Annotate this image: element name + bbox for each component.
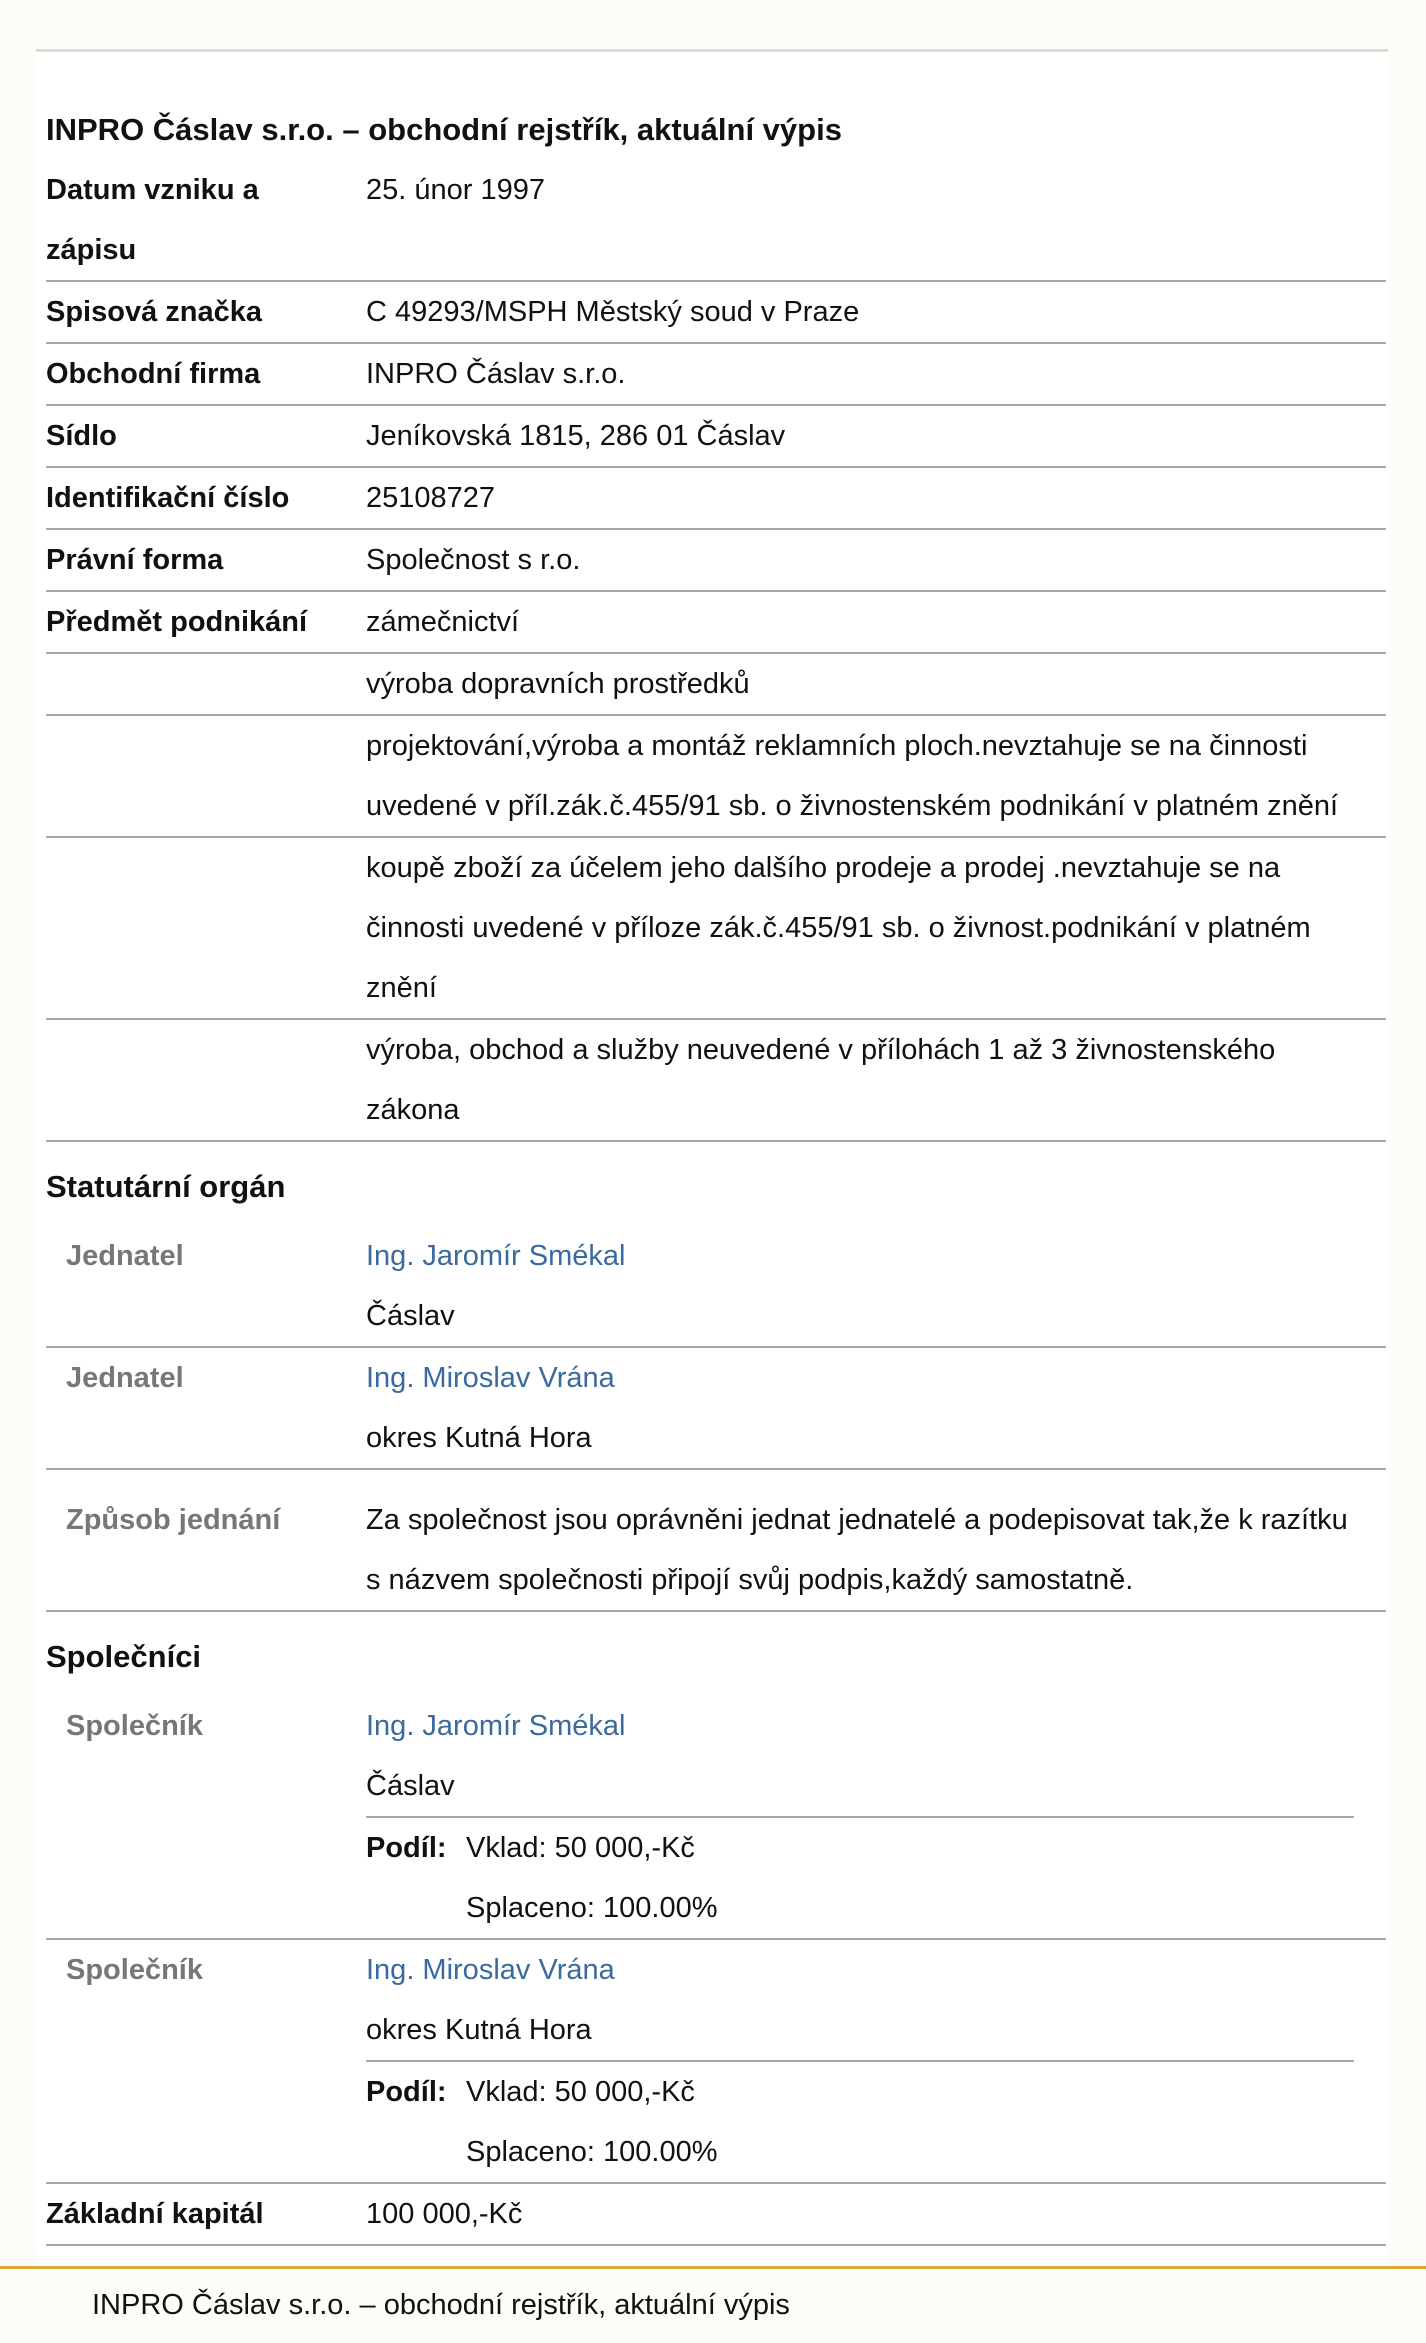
kapital-value: 100 000,-Kč bbox=[366, 2198, 523, 2230]
spolecnici-heading: Společníci bbox=[46, 1639, 202, 1674]
predmet-line: zákona bbox=[366, 1094, 460, 1126]
vklad-value: Vklad: 50 000,-Kč bbox=[466, 2076, 695, 2108]
row-ic bbox=[46, 468, 1386, 530]
firma-label: Obchodní firma bbox=[46, 358, 261, 390]
jednatel-role: Jednatel bbox=[66, 1362, 184, 1394]
jednatel-place: okres Kutná Hora bbox=[366, 1422, 592, 1454]
jednatel-role: Jednatel bbox=[66, 1240, 184, 1272]
predmet-item bbox=[366, 592, 1386, 652]
predmet-line: koupě zboží za účelem jeho dalšího prodeje a prodej .nevztahuje se na bbox=[366, 852, 1281, 884]
spolecnik-place: okres Kutná Hora bbox=[366, 2014, 592, 2046]
datum-label-line-1: Datum vzniku a bbox=[46, 174, 259, 206]
datum-label-line-2: zápisu bbox=[46, 234, 137, 266]
splaceno-value: Splaceno: 100.00% bbox=[466, 2136, 718, 2168]
datum-label bbox=[46, 160, 366, 280]
predmet-item bbox=[366, 1020, 1386, 1140]
spisova-label: Spisová značka bbox=[46, 296, 262, 328]
footer-text: INPRO Čáslav s.r.o. – obchodní rejstřík, aktuální výpis bbox=[92, 2289, 790, 2321]
predmet-item bbox=[366, 654, 1386, 714]
podil-block bbox=[366, 2060, 1354, 2182]
zpusob-line: Za společnost jsou oprávněni jednat jednatelé a podepisovat tak,že k razítku bbox=[366, 1504, 1348, 1536]
row-kapital bbox=[46, 2184, 1386, 2246]
predmet-item bbox=[366, 716, 1386, 836]
predmet-line: projektování,výroba a montáž reklamních ploch.nevztahuje se na činnosti bbox=[366, 730, 1308, 762]
row-pravni-forma bbox=[46, 530, 1386, 592]
splaceno-value: Splaceno: 100.00% bbox=[466, 1892, 718, 1924]
datum-value: 25. únor 1997 bbox=[366, 174, 545, 206]
jednatel-place: Čáslav bbox=[366, 1300, 455, 1332]
vklad-value: Vklad: 50 000,-Kč bbox=[466, 1832, 695, 1864]
pravni-value: Společnost s r.o. bbox=[366, 544, 581, 576]
registry-table bbox=[46, 100, 1386, 2246]
zpusob-label: Způsob jednání bbox=[66, 1504, 281, 1536]
row-predmet-2 bbox=[46, 716, 1386, 838]
row-spisova bbox=[46, 282, 1386, 344]
spolecnik-name-link[interactable]: Ing. Miroslav Vrána bbox=[366, 1954, 615, 1986]
spolecnik-row bbox=[46, 1696, 1386, 1940]
spolecnik-role: Společník bbox=[66, 1954, 203, 1986]
predmet-line: výroba, obchod a služby neuvedené v přílohách 1 až 3 živnostenského bbox=[366, 1034, 1276, 1066]
predmet-line: uvedené v příl.zák.č.455/91 sb. o živnostenském podnikání v platném znění bbox=[366, 790, 1339, 822]
predmet-line: výroba dopravních prostředků bbox=[366, 668, 750, 700]
row-predmet-4 bbox=[46, 1020, 1386, 1142]
jednatel-name-link[interactable]: Ing. Jaromír Smékal bbox=[366, 1240, 626, 1272]
spolecnik-role: Společník bbox=[66, 1710, 203, 1742]
row-predmet-0 bbox=[46, 592, 1386, 654]
kapital-label: Základní kapitál bbox=[46, 2198, 264, 2230]
ic-value: 25108727 bbox=[366, 482, 496, 514]
spisova-value: C 49293/MSPH Městský soud v Praze bbox=[366, 296, 860, 328]
row-firma bbox=[46, 344, 1386, 406]
zpusob-jednani-row bbox=[46, 1470, 1386, 1612]
registry-card bbox=[36, 49, 1388, 2277]
row-predmet-3 bbox=[46, 838, 1386, 1020]
podil-label: Podíl: bbox=[366, 1832, 447, 1864]
spolecnik-name-link[interactable]: Ing. Jaromír Smékal bbox=[366, 1710, 626, 1742]
zpusob-line: s názvem společnosti připojí svůj podpis,každý samostatně. bbox=[366, 1564, 1134, 1596]
predmet-line: činnosti uvedené v příloze zák.č.455/91 sb. o živnost.podnikání v platném bbox=[366, 912, 1311, 944]
row-datum bbox=[46, 160, 1386, 282]
sidlo-value: Jeníkovská 1815, 286 01 Čáslav bbox=[366, 420, 786, 452]
predmet-label: Předmět podnikání bbox=[46, 606, 308, 638]
predmet-item bbox=[366, 838, 1386, 1018]
sidlo-label: Sídlo bbox=[46, 420, 117, 452]
row-predmet-1 bbox=[46, 654, 1386, 716]
footer bbox=[0, 2266, 1426, 2343]
spolecnik-row bbox=[46, 1940, 1386, 2184]
pravni-label: Právní forma bbox=[46, 544, 224, 576]
predmet-line: znění bbox=[366, 972, 437, 1004]
podil-block bbox=[366, 1816, 1354, 1938]
page-title: INPRO Čáslav s.r.o. – obchodní rejstřík, aktuální výpis bbox=[46, 112, 842, 147]
statutarni-heading: Statutární orgán bbox=[46, 1169, 286, 1204]
jednatel-row bbox=[46, 1348, 1386, 1470]
firma-value: INPRO Čáslav s.r.o. bbox=[366, 358, 626, 390]
spolecnik-place: Čáslav bbox=[366, 1770, 455, 1802]
ic-label: Identifikační číslo bbox=[46, 482, 290, 514]
jednatel-row bbox=[46, 1226, 1386, 1348]
row-sidlo bbox=[46, 406, 1386, 468]
predmet-line: zámečnictví bbox=[366, 606, 520, 638]
podil-label: Podíl: bbox=[366, 2076, 447, 2108]
jednatel-name-link[interactable]: Ing. Miroslav Vrána bbox=[366, 1362, 615, 1394]
